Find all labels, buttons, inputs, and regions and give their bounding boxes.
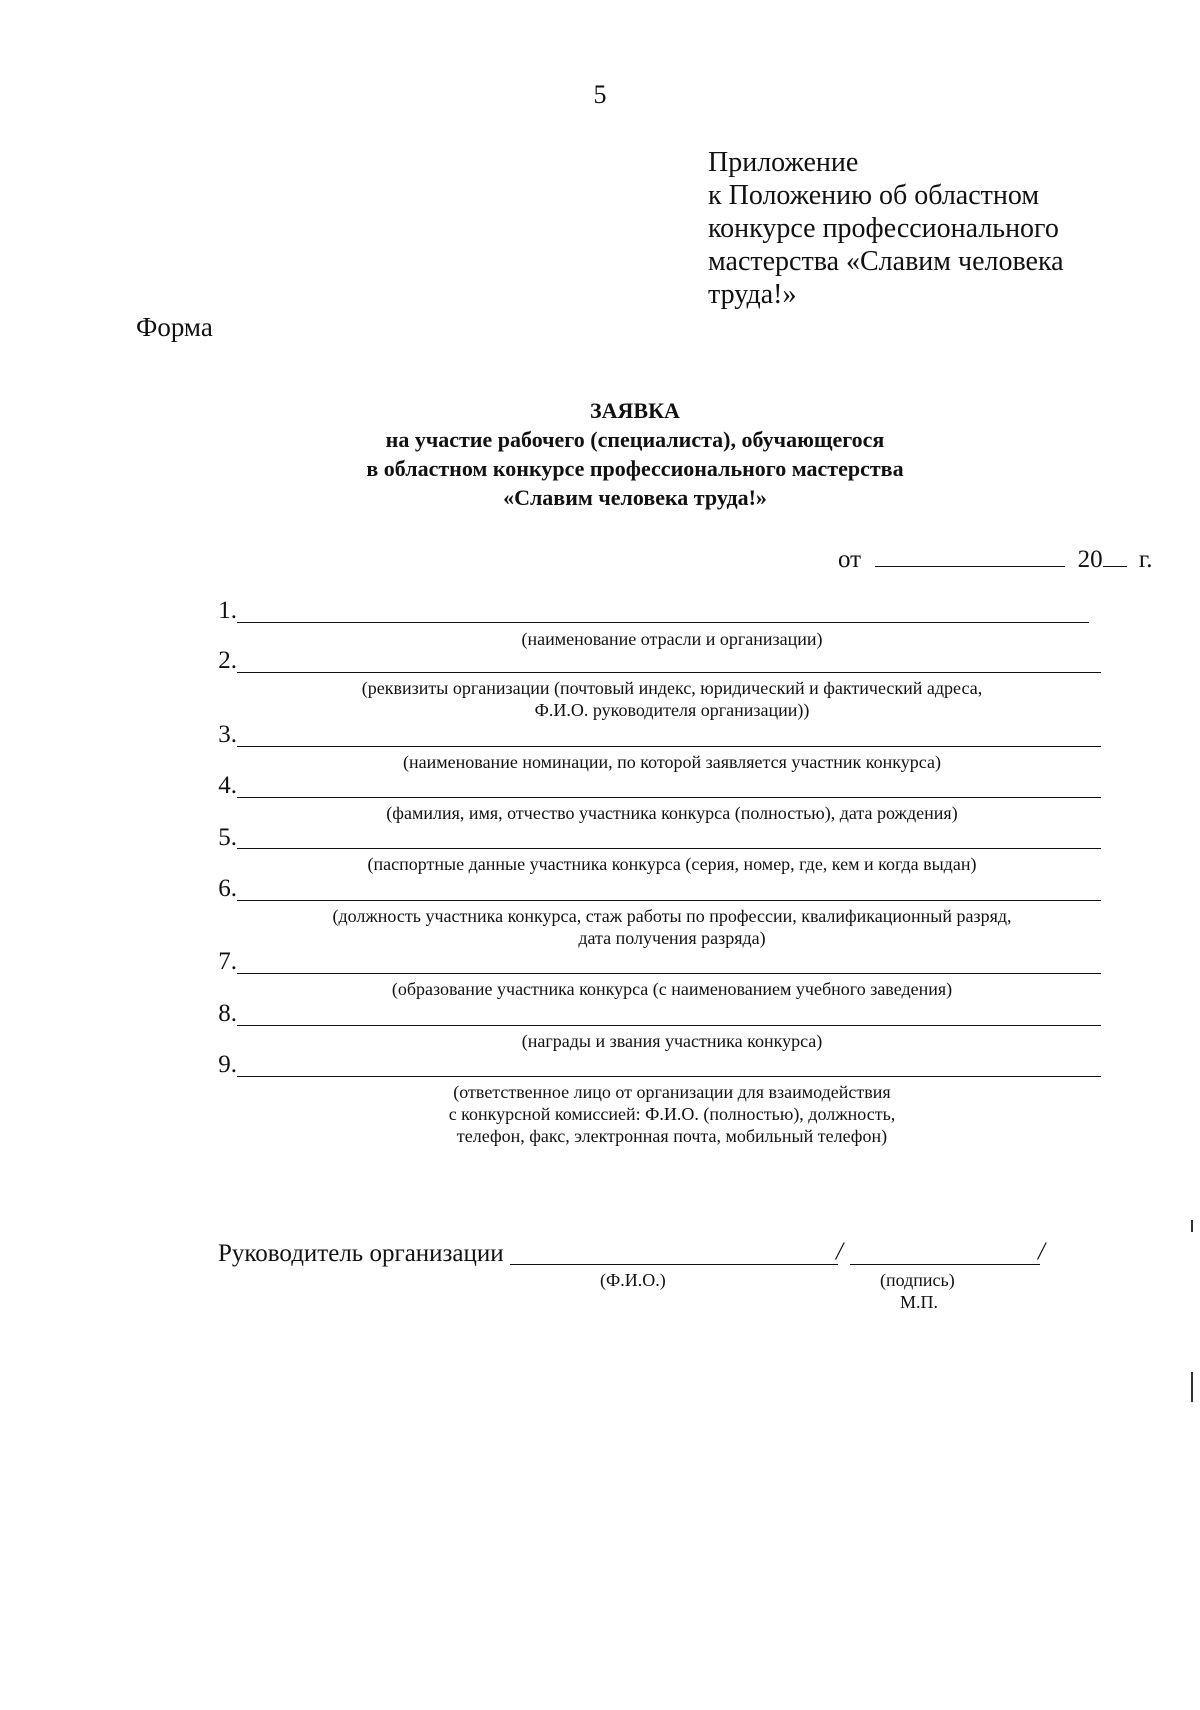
scan-mark: [1191, 1372, 1193, 1402]
item-caption: [237, 853, 1107, 875]
title-line: в областном конкурсе профессионального мастерства: [366, 456, 904, 481]
fio-blank-field[interactable]: [510, 1264, 838, 1265]
item-number: 3.: [218, 721, 237, 748]
item-blank-field[interactable]: [237, 797, 1101, 798]
item-blank-field[interactable]: [237, 848, 1101, 849]
signature-blank-field[interactable]: [850, 1264, 1040, 1265]
item-caption: [237, 1030, 1107, 1052]
caption-line: (паспортные данные участника конкурса (серия, номер, где, кем и когда выдан): [367, 854, 977, 874]
item-number: 2.: [218, 647, 237, 674]
caption-line: (наименование номинации, по которой заявляется участник конкурса): [403, 752, 941, 772]
separator-slash: /: [1038, 1238, 1045, 1265]
item-caption: [237, 751, 1107, 773]
caption-line: (ответственное лицо от организации для взаимодействия: [453, 1082, 891, 1102]
caption-line: (награды и звания участника конкурса): [521, 1031, 823, 1051]
document-title: [0, 396, 1200, 512]
caption-line: (фамилия, имя, отчество участника конкурса (полностью), дата рождения): [386, 803, 958, 823]
item-caption: [237, 1081, 1107, 1147]
item-blank-field[interactable]: [237, 1025, 1101, 1026]
caption-line: с конкурсной комиссией: Ф.И.О. (полностью), должность,: [448, 1104, 896, 1124]
item-blank-field[interactable]: [237, 973, 1101, 974]
item-blank-field[interactable]: [237, 622, 1089, 623]
date-prefix: от: [838, 546, 862, 573]
item-number: 6.: [218, 875, 237, 902]
caption-line: (реквизиты организации (почтовый индекс, юридический и фактический адреса,: [361, 678, 983, 698]
caption-line: (наименование отрасли и организации): [521, 629, 823, 649]
page-number: 5: [593, 80, 607, 109]
caption-line: Ф.И.О. руководителя организации)): [534, 700, 810, 720]
appendix-line: к Положению об областном: [708, 180, 1040, 211]
scan-mark: [1191, 1220, 1193, 1232]
appendix-line: Приложение: [708, 147, 859, 178]
appendix-line: конкурсе профессионального: [708, 213, 1059, 244]
item-blank-field[interactable]: [237, 672, 1101, 673]
caption-line: телефон, факс, электронная почта, мобильный телефон): [456, 1126, 888, 1146]
signature-caption: (подпись): [880, 1270, 955, 1290]
fio-caption: (Ф.И.О.): [600, 1270, 666, 1290]
caption-line: (образование участника конкурса (с наименованием учебного заведения): [391, 979, 953, 999]
item-number: 1.: [218, 597, 237, 624]
item-caption: [237, 978, 1107, 1000]
item-number: 8.: [218, 1000, 237, 1027]
date-line: [838, 546, 1153, 574]
item-caption: [237, 905, 1107, 949]
item-number: 5.: [218, 824, 237, 851]
date-blank-field[interactable]: [875, 565, 1065, 567]
signature-label: Руководитель организации: [218, 1240, 504, 1267]
stamp-placeholder: М.П.: [900, 1292, 939, 1312]
appendix-note: [708, 146, 1064, 311]
title-line: на участие рабочего (специалиста), обучающегося: [385, 427, 885, 452]
title-line: «Славим человека труда!»: [503, 485, 767, 510]
item-number: 7.: [218, 948, 237, 975]
caption-line: дата получения разряда): [578, 928, 766, 948]
appendix-line: мастерства «Славим человека: [708, 246, 1064, 277]
item-blank-field[interactable]: [237, 900, 1101, 901]
caption-line: (должность участника конкурса, стаж работы по профессии, квалификационный разряд,: [332, 906, 1012, 926]
form-label: Форма: [136, 312, 213, 342]
item-number: 4.: [218, 772, 237, 799]
item-caption: [237, 628, 1107, 650]
item-number: 9.: [218, 1051, 237, 1078]
year-prefix: 20: [1077, 546, 1103, 573]
item-caption: [237, 677, 1107, 721]
item-blank-field[interactable]: [237, 746, 1101, 747]
title-heading: ЗАЯВКА: [590, 398, 680, 423]
item-blank-field[interactable]: [237, 1076, 1101, 1077]
year-blank-field[interactable]: [1103, 565, 1127, 567]
year-suffix: г.: [1138, 546, 1153, 573]
appendix-line: труда!»: [708, 279, 797, 310]
item-caption: [237, 802, 1107, 824]
separator-slash: /: [836, 1238, 843, 1265]
